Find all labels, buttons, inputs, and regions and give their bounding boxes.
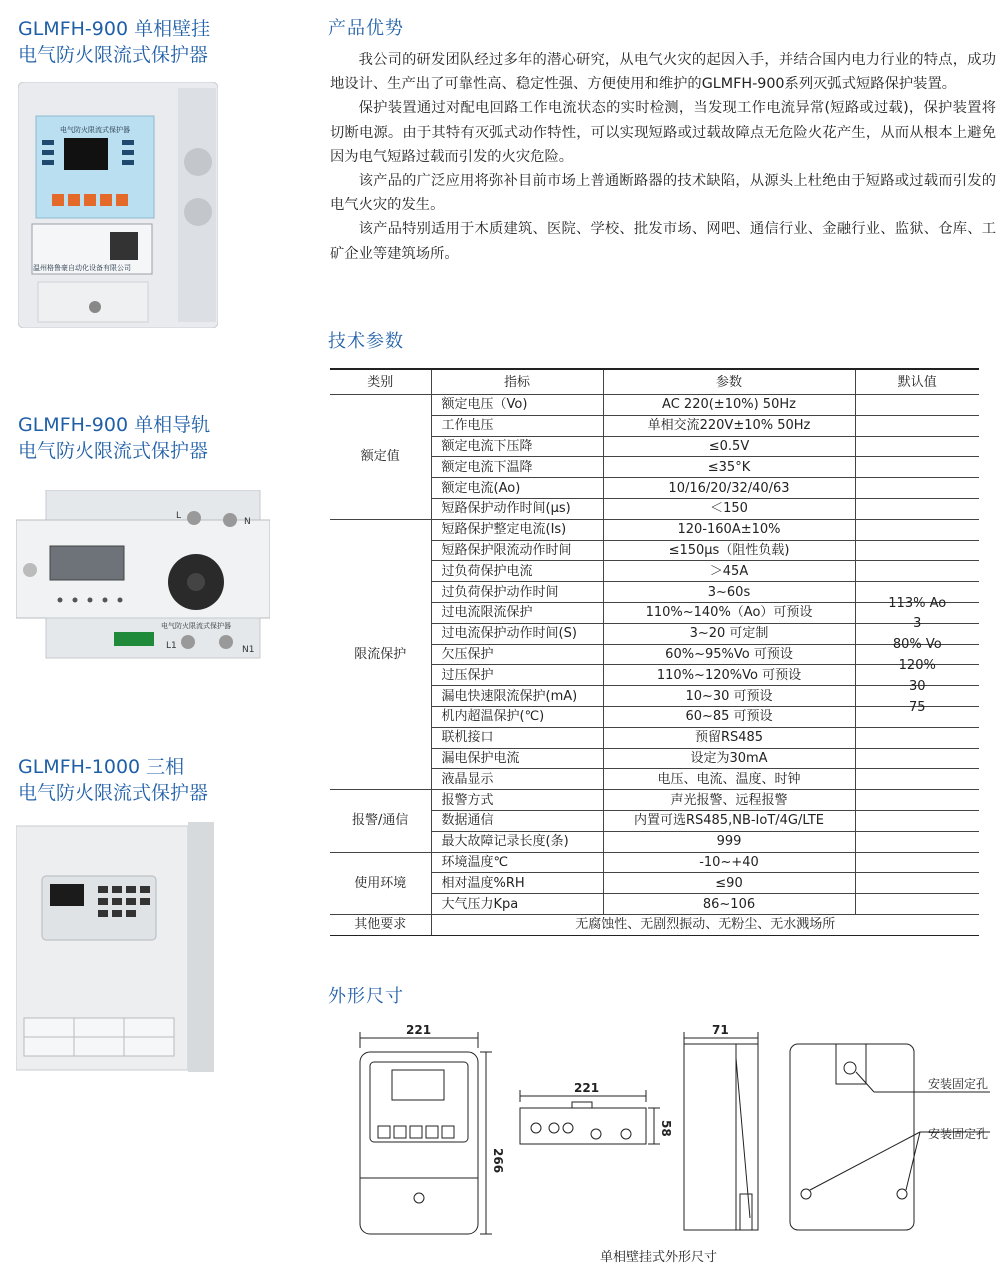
parameter-cell: AC 220(±10%) 50Hz xyxy=(603,395,855,416)
indicator-cell: 大气压力Kpa xyxy=(431,894,603,915)
default-cell xyxy=(855,790,979,811)
header-default: 默认值 xyxy=(855,369,979,395)
parameter-cell: ≤35°K xyxy=(603,457,855,478)
default-cell xyxy=(855,395,979,416)
product-title-three-phase xyxy=(18,754,208,806)
front-width-label: 221 xyxy=(406,1023,432,1037)
parameter-cell: ＞45A xyxy=(603,561,855,582)
parameter-cell: ≤150μs（阻性负载) xyxy=(603,540,855,561)
default-cell xyxy=(855,478,979,499)
dimensions-title: 外形尺寸 xyxy=(328,986,404,1007)
indicator-cell: 过电流限流保护 xyxy=(431,602,603,623)
wall-device-company: 温州格鲁豪自动化设备有限公司 xyxy=(33,264,131,272)
specs-header-row xyxy=(330,369,979,395)
parameter-cell: 10/16/20/32/40/63 xyxy=(603,478,855,499)
indicator-cell: 漏电快速限流保护(mA) xyxy=(431,686,603,707)
parameter-cell: 999 xyxy=(603,831,855,852)
default-cell xyxy=(855,748,979,769)
indicator-cell: 数据通信 xyxy=(431,810,603,831)
default-cell xyxy=(855,415,979,436)
table-row xyxy=(330,852,979,873)
rail-label-L1: L1 xyxy=(166,641,177,651)
default-cell xyxy=(855,852,979,873)
indicator-cell: 机内超温保护(℃) xyxy=(431,706,603,727)
default-cell xyxy=(855,498,979,519)
parameter-cell: 设定为30mA xyxy=(603,748,855,769)
category-cell: 使用环境 xyxy=(330,852,431,914)
other-requirements-cell: 无腐蚀性、无剧烈振动、无粉尘、无水溅场所 xyxy=(431,914,979,935)
parameter-cell: ≤90 xyxy=(603,873,855,894)
default-value: 80% Vo xyxy=(892,637,942,653)
indicator-cell: 短路保护整定电流(Is) xyxy=(431,519,603,540)
bottom-height-label: 58 xyxy=(659,1120,673,1137)
parameter-cell: -10~+40 xyxy=(603,852,855,873)
bottom-width-label: 221 xyxy=(574,1081,600,1095)
parameter-cell: 110%~140%（Ao）可预设 xyxy=(603,602,855,623)
default-cell xyxy=(855,561,979,582)
parameter-cell: 3~20 可定制 xyxy=(603,623,855,644)
hole-label-2: 安装固定孔 xyxy=(928,1127,989,1141)
default-value: 113% Ao xyxy=(888,595,947,611)
side-view xyxy=(684,1032,758,1230)
header-parameter: 参数 xyxy=(603,369,855,395)
dimensions-caption: 单相壁挂式外形尺寸 xyxy=(600,1250,718,1265)
product-image-wall xyxy=(18,82,218,332)
advantages-title: 产品优势 xyxy=(328,18,404,39)
indicator-cell: 漏电保护电流 xyxy=(431,748,603,769)
indicator-cell: 短路保护限流动作时间 xyxy=(431,540,603,561)
indicator-cell: 额定电压（Vo) xyxy=(431,395,603,416)
default-value: 75 xyxy=(908,699,926,715)
indicator-cell: 欠压保护 xyxy=(431,644,603,665)
parameter-cell: 60~85 可预设 xyxy=(603,706,855,727)
table-row xyxy=(330,395,979,416)
front-view xyxy=(360,1032,492,1234)
rail-device-title: 电气防火限流式保护器 xyxy=(161,622,231,630)
indicator-cell: 过负荷保护动作时间 xyxy=(431,582,603,603)
indicator-cell: 过电流保护动作时间(S) xyxy=(431,623,603,644)
rail-label-N1: N1 xyxy=(242,645,255,655)
parameter-cell: ≤0.5V xyxy=(603,436,855,457)
advantages-paragraph: 该产品的广泛应用将弥补目前市场上普通断路器的技术缺陷，从源头上杜绝由于短路或过载而引发的电气火灾的发生。 xyxy=(330,173,996,214)
indicator-cell: 过负荷保护电流 xyxy=(431,561,603,582)
indicator-cell: 最大故障记录长度(条) xyxy=(431,831,603,852)
product-title-line2: 电气防火限流式保护器 xyxy=(18,782,209,804)
header-category: 类别 xyxy=(330,369,431,395)
table-row xyxy=(330,790,979,811)
default-cell xyxy=(855,436,979,457)
advantages-paragraph: 我公司的研发团队经过多年的潜心研究，从电气火灾的起因入手，并结合国内电力行业的特点，成功地设计、生产出了可靠性高、稳定性强、方便使用和维护的GLMFH-900系列灭弧式短路保护装置。 xyxy=(330,52,996,93)
dimension-drawing xyxy=(340,1018,1000,1244)
default-value: 120% xyxy=(898,657,936,673)
product-title-line1: GLMFH-900 单相壁挂 xyxy=(18,18,211,40)
indicator-cell: 额定电流下温降 xyxy=(431,457,603,478)
side-depth-label: 71 xyxy=(712,1023,729,1037)
default-cell xyxy=(855,727,979,748)
product-title-line2: 电气防火限流式保护器 xyxy=(18,440,209,462)
advantages-text xyxy=(330,48,996,266)
product-title-wall xyxy=(18,16,210,68)
indicator-cell: 液晶显示 xyxy=(431,769,603,790)
indicator-cell: 联机接口 xyxy=(431,727,603,748)
parameter-cell: 86~106 xyxy=(603,894,855,915)
indicator-cell: 工作电压 xyxy=(431,415,603,436)
indicator-cell: 环境温度℃ xyxy=(431,852,603,873)
bottom-view xyxy=(520,1090,660,1144)
category-cell: 限流保护 xyxy=(330,519,431,789)
default-cell xyxy=(855,457,979,478)
specs-title: 技术参数 xyxy=(328,331,404,352)
parameter-cell: 120-160A±10% xyxy=(603,519,855,540)
product-title-line1: GLMFH-1000 三相 xyxy=(18,756,185,778)
parameter-cell: 内置可选RS485,NB-IoT/4G/LTE xyxy=(603,810,855,831)
front-height-label: 266 xyxy=(491,1148,505,1174)
indicator-cell: 额定电流(Ao) xyxy=(431,478,603,499)
category-cell: 报警/通信 xyxy=(330,790,431,852)
parameter-cell: 预留RS485 xyxy=(603,727,855,748)
default-cell xyxy=(855,873,979,894)
table-row-other xyxy=(330,914,979,935)
parameter-cell: ＜150 xyxy=(603,498,855,519)
wall-device-title: 电气防火限流式保护器 xyxy=(60,126,130,134)
specs-table xyxy=(330,368,979,936)
parameter-cell: 3~60s xyxy=(603,582,855,603)
indicator-cell: 额定电流下压降 xyxy=(431,436,603,457)
parameter-cell: 电压、电流、温度、时钟 xyxy=(603,769,855,790)
default-cell xyxy=(855,540,979,561)
product-title-rail xyxy=(18,412,210,464)
product-title-line2: 电气防火限流式保护器 xyxy=(18,44,209,66)
parameter-cell: 单相交流220V±10% 50Hz xyxy=(603,415,855,436)
advantages-paragraph: 该产品特别适用于木质建筑、医院、学校、批发市场、网吧、通信行业、金融行业、监狱、仓库、工矿企业等建筑场所。 xyxy=(330,221,996,262)
default-cell xyxy=(855,831,979,852)
product-image-three-phase xyxy=(16,822,216,1076)
parameter-cell: 110%~120%Vo 可预设 xyxy=(603,665,855,686)
advantages-paragraph: 保护装置通过对配电回路工作电流状态的实时检测，当发现工作电流异常(短路或过载)，保护装置将切断电源。由于其特有灭弧式动作特性，可以实现短路或过载故障点无危险火花产生，从而从根本上避免因为电气短路过载而引发的火灾危险。 xyxy=(330,100,996,165)
product-title-line1: GLMFH-900 单相导轨 xyxy=(18,414,211,436)
default-value: 3 xyxy=(913,616,922,632)
product-image-rail xyxy=(16,490,270,664)
category-cell: 额定值 xyxy=(330,395,431,520)
category-cell: 其他要求 xyxy=(330,914,431,935)
hole-label-1: 安装固定孔 xyxy=(928,1077,989,1091)
indicator-cell: 相对温度%RH xyxy=(431,873,603,894)
default-cell xyxy=(855,810,979,831)
indicator-cell: 报警方式 xyxy=(431,790,603,811)
indicator-cell: 短路保护动作时间(μs) xyxy=(431,498,603,519)
default-cell xyxy=(855,769,979,790)
default-value: 30 xyxy=(908,678,926,694)
rail-label-L: L xyxy=(176,511,182,521)
header-indicator: 指标 xyxy=(431,369,603,395)
indicator-cell: 过压保护 xyxy=(431,665,603,686)
table-row xyxy=(330,519,979,540)
default-cell xyxy=(855,894,979,915)
rail-label-N: N xyxy=(244,517,251,527)
parameter-cell: 10~30 可预设 xyxy=(603,686,855,707)
default-cell xyxy=(855,582,979,611)
default-cell xyxy=(855,519,979,540)
parameter-cell: 声光报警、远程报警 xyxy=(603,790,855,811)
parameter-cell: 60%~95%Vo 可预设 xyxy=(603,644,855,665)
